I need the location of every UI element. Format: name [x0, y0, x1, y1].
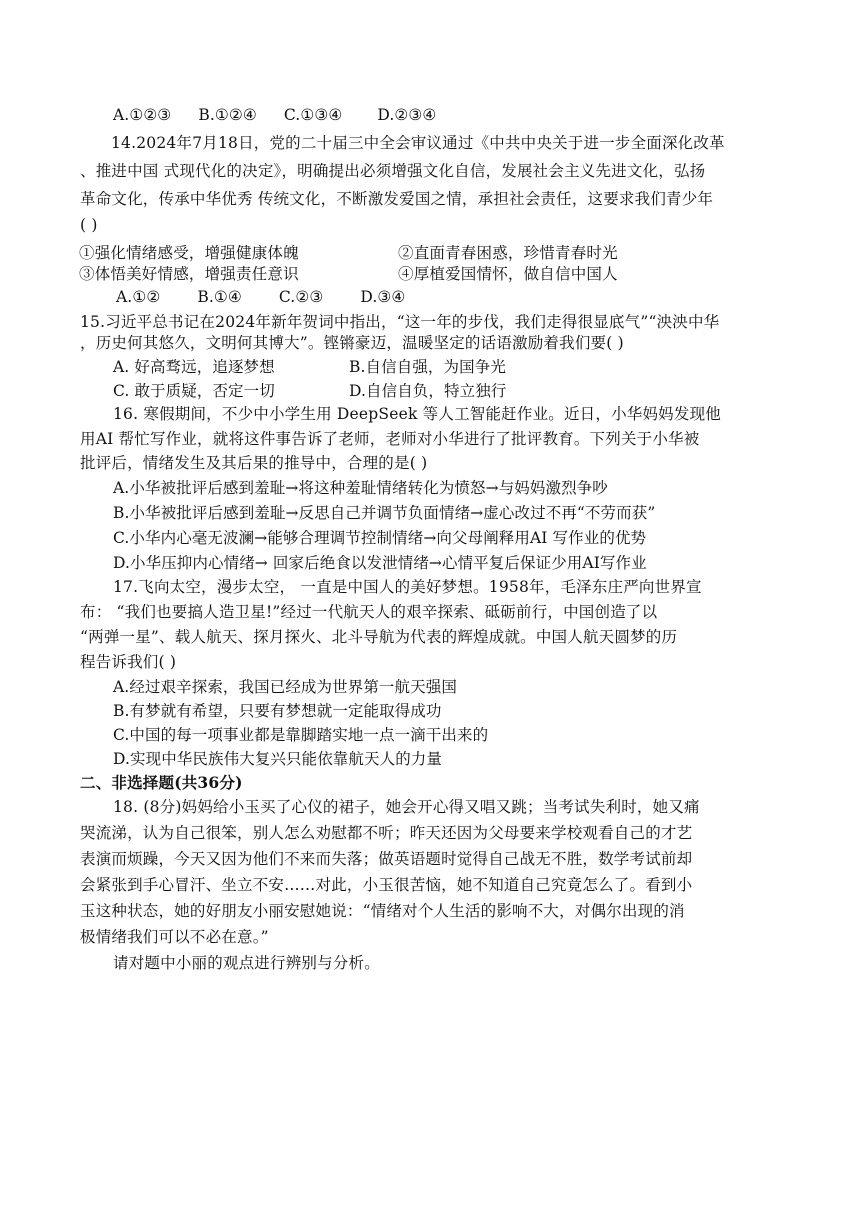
- q14-statement-3: ③体悟美好情感，增强责任意识: [79, 265, 299, 283]
- q17-option-a: A.经过艰辛探索，我国已经成为世界第一航天强国: [113, 678, 457, 696]
- q14-stem-line-3: 革命文化，传承中华优秀 传统文化，不断激发爱国之情，承担社会责任，这要求我们青少年: [80, 190, 714, 208]
- q18-stem-line-4: 会紧张到手心冒汗、坐立不安……对此，小玉很苦恼，她不知道自己究竟怎么了。看到小: [80, 876, 693, 894]
- q18-stem-line-1: 18. (8分)妈妈给小玉买了心仪的裙子，她会开心得又唱又跳；当考试失利时，她又痛: [113, 798, 700, 816]
- q14-stem-line-1: 14.2024年7月18日，党的二十届三中全会审议通过《中共中央关于进一步全面深化改革: [111, 134, 725, 152]
- q18-stem-line-6: 极情绪我们可以不必在意。”: [80, 928, 269, 946]
- q14-option-b: B.①④: [197, 288, 242, 306]
- q18-stem-line-5: 玉这种状态，她的好朋友小丽安慰她说：“情绪对个人生活的影响不大，对偶尔出现的消: [80, 902, 685, 920]
- q18-stem-line-3: 表演而烦躁，今天又因为他们不来而失落；做英语题时觉得自己战无不胜，数学考试前却: [80, 850, 693, 868]
- q14-statement-1: ①强化情绪感受，增强健康体魄: [79, 244, 299, 262]
- q15-option-c: C. 敢于质疑，否定一切: [113, 382, 275, 400]
- q18-prompt: 请对题中小丽的观点进行辨别与分析。: [113, 954, 380, 972]
- q17-option-b: B.有梦就有希望，只要有梦想就一定能取得成功: [113, 702, 442, 720]
- q14-option-c: C.②③: [278, 288, 324, 306]
- q14-stem-line-2: 、推进中国 式现代化的决定》，明确提出必须增强文化自信，发展社会主义先进文化，弘扬: [80, 162, 706, 180]
- q14-options: [116, 286, 405, 308]
- q14-answer-bracket: ( ): [80, 216, 98, 234]
- q13-option-b: B.①②④: [198, 106, 257, 124]
- q14-statement-4: ④厚植爱国情怀，做自信中国人: [398, 265, 618, 283]
- q14-option-d: D.③④: [360, 288, 406, 306]
- q16-option-b: B.小华被批评后感到羞耻→反思自己并调节负面情绪→虚心改过不再“不劳而获”: [113, 504, 656, 522]
- q15-option-b: B.自信自强，为国争光: [349, 358, 506, 376]
- q16-option-a: A.小华被批评后感到羞耻→将这种羞耻情绪转化为愤怒→与妈妈激烈争吵: [113, 479, 608, 497]
- q16-stem-line-2: 用AI 帮忙写作业，就将这件事告诉了老师，老师对小华进行了批评教育。下列关于小华被: [80, 430, 700, 448]
- q16-stem-line-3: 批评后，情绪发生及其后果的推导中，合理的是( ): [80, 454, 428, 472]
- q17-stem-line-2: 布： “我们也要搞人造卫星!”经过一代航天人的艰辛探索、砥砺前行，中国创造了以: [80, 603, 658, 621]
- q17-option-d: D.实现中华民族伟大复兴只能依靠航天人的力量: [113, 750, 443, 768]
- q13-option-c: C.①③④: [283, 106, 343, 124]
- q17-stem-line-4: 程告诉我们( ): [80, 653, 177, 671]
- q13-option-a: A.①②③: [113, 106, 172, 124]
- q14-option-a: A.①②: [116, 288, 161, 306]
- q14-statement-2: ②直面青春困惑，珍惜青春时光: [398, 244, 618, 262]
- q16-option-d: D.小华压抑内心情绪→ 回家后绝食以发泄情绪→心情平复后保证少用AI写作业: [113, 554, 647, 572]
- q17-stem-line-1: 17.飞向太空，漫步太空， 一直是中国人的美好梦想。1958年，毛泽东庄严向世界宣: [113, 578, 702, 596]
- q15-stem-line-2: ，历史何其悠久，文明何其博大”。铿锵豪迈，温暖坚定的话语激励着我们要( ): [80, 334, 624, 352]
- q15-option-d: D.自信自负，特立独行: [349, 382, 507, 400]
- q16-stem-line-1: 16. 寒假期间，不少中小学生用 DeepSeek 等人工智能赶作业。近日，小华妈妈发现他: [113, 405, 721, 423]
- q18-stem-line-2: 哭流涕，认为自己很笨，别人怎么劝慰都不听；昨天还因为父母要来学校观看自己的才艺: [80, 824, 693, 842]
- q15-stem-line-1: 15.习近平总书记在2024年新年贺词中指出，“这一年的步伐，我们走得很显底气”“泱泱中华: [80, 313, 720, 331]
- q17-stem-line-3: “两弹一星”、载人航天、探月探火、北斗导航为代表的辉煌成就。中国人航天圆梦的历: [80, 628, 678, 646]
- q13-option-d: D.②③④: [377, 106, 437, 124]
- q17-option-c: C.中国的每一项事业都是靠脚踏实地一点一滴干出来的: [113, 726, 489, 744]
- q16-option-c: C.小华内心毫无波澜→能够合理调节控制情绪→向父母阐释用AI 写作业的优势: [113, 529, 647, 547]
- section-heading-non-choice: 二、非选择题(共36分): [80, 773, 243, 792]
- q15-option-a: A. 好高骛远，追逐梦想: [113, 358, 275, 376]
- q13-options: [113, 104, 436, 126]
